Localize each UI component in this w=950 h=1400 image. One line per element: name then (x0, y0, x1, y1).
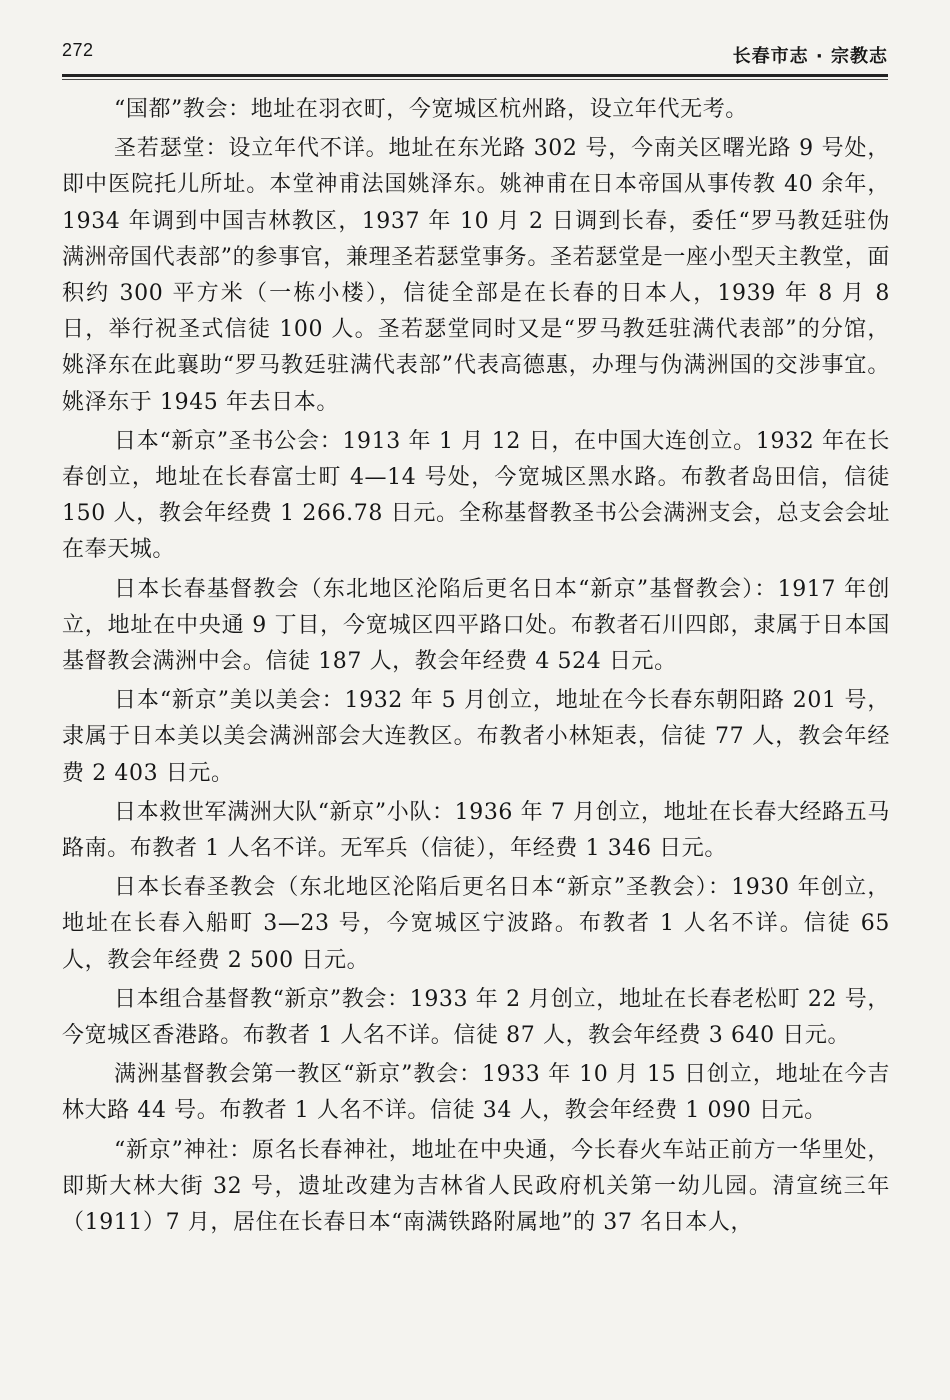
paragraph-congregational-church: 日本组合基督教“新京”教会：1933 年 2 月创立，地址在长春老松町 22 号，今宽城区香港路。布教者 1 人名不详。信徒 87 人，教会年经费 3 640 日元。 (62, 986, 890, 1049)
paragraph-first-district-church: 满洲基督教会第一教区“新京”教会：1933 年 10 月 15 日创立，地址在今吉林大路 44 号。布教者 1 人名不详。信徒 34 人，教会年经费 1 090 日元。 (62, 1062, 890, 1124)
body-text (62, 92, 890, 1244)
page-number: 272 (62, 40, 94, 60)
header-rule-thick (62, 74, 888, 77)
paragraph-xinjing-shrine: “新京”神社：原名长春神社，地址在中央通，今长春火车站正前方一华里处，即斯大林大街 32 号，遗址改建为吉林省人民政府机关第一幼儿园。清宣统三年（1911）7 月，居住在长春日本“南满铁路附属地”的 37 名日本人， (62, 1137, 890, 1236)
header-rule-thin (62, 79, 888, 80)
paragraph-salvation-army: 日本救世军满洲大队“新京”小队：1936 年 7 月创立，地址在长春大经路五马路南。布教者 1 人名不详。无军兵（信徒），年经费 1 346 日元。 (62, 799, 890, 862)
page-header (62, 40, 888, 74)
running-title: 长春市志 · 宗教志 (732, 46, 888, 67)
paragraph-methodist-church: 日本“新京”美以美会：1932 年 5 月创立，地址在今长春东朝阳路 201 号，隶属于日本美以美会满洲部会大连教区。布教者小林矩表，信徒 77 人，教会年经费 2 403 日元。 (62, 688, 890, 786)
paragraph-changchun-christian-church: 日本长春基督教会（东北地区沦陷后更名日本“新京”基督教会）：1917 年创立，地址在中央通 9 丁目，今宽城区四平路口处。布教者石川四郎，隶属于日本国基督教会满洲中会。信徒 187 人，教会年经费 4 524 日元。 (62, 576, 890, 675)
paragraph-holiness-church: 日本长春圣教会（东北地区沦陷后更名日本“新京”圣教会）：1930 年创立，地址在长春入船町 3—23 号，今宽城区宁波路。布教者 1 人名不详。信徒 65 人，教会年经费 2 500 日元。 (62, 875, 890, 973)
paragraph-st-joseph-church: 圣若瑟堂：设立年代不详。地址在东光路 302 号，今南关区曙光路 9 号处，即中医院托儿所址。本堂神甫法国姚泽东。姚神甫在日本帝国从事传教 40 余年，1934 年调到中国吉林教区，1937 年 10 月 2 日调到长春，委任“罗马教廷驻伪满洲帝国代表部”的参事官，兼理圣若瑟堂事务。圣若瑟堂是一座小型天主教堂，面积约 300 平方米（一栋小楼），信徒全部是在长春的日本人，1939 年 8 月 8 日，举行祝圣式信徒 100 人。圣若瑟堂同时又是“罗马教廷驻满代表部”的分馆，姚泽东在此襄助“罗马教廷驻满代表部”代表高德惠，办理与伪满洲国的交涉事宜。姚泽东于 1945 年去日本。 (62, 136, 890, 415)
paragraph-guodu-church: “国都”教会：地址在羽衣町，今宽城区杭州路，设立年代无考。 (114, 97, 748, 122)
paragraph-bible-society: 日本“新京”圣书公会：1913 年 1 月 12 日，在中国大连创立。1932 年在长春创立，地址在长春富士町 4—14 号处，今宽城区黑水路。布教者岛田信，信徒 150 人，教会年经费 1 266.78 日元。全称基督教圣书公会满洲支会，总支会会址在奉天城。 (62, 428, 890, 563)
